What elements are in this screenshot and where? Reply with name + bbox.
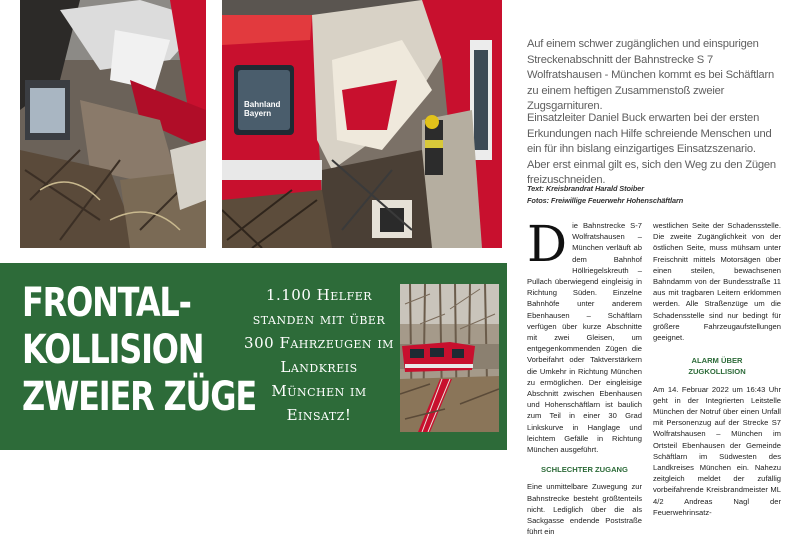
- article-column-2: [653, 220, 781, 518]
- section-heading-alarm-line1: ALARM ÜBER: [691, 356, 743, 366]
- main-headline: [22, 280, 257, 421]
- section-heading-alarm-line2: ZUGKOLLISION: [688, 367, 746, 377]
- logo-line2: Bayern: [244, 109, 272, 118]
- photo-credit: Fotos: Freiwillige Feuerwehr Hohenschäftlarn: [527, 196, 684, 205]
- intro-paragraph-1: Auf einem schwer zugänglichen und einspurigen Streckenabschnitt der Bahnstrecke S 7 Wolfratshausen - München kommt es bei Schäftlarn zu einem heftigen Zusammenstoß zweier Zugsgarnituren.: [527, 38, 775, 113]
- drop-cap: D: [527, 215, 568, 273]
- section-heading-access: SCHLECHTER ZUGANG: [541, 465, 628, 475]
- subheadline: 1.100 Helfer standen mit über 300 Fahrzeugen im Landkreis München im Einsatz!: [244, 286, 394, 424]
- train-wreck-photo-left: [20, 0, 206, 248]
- train-wreck-photo-main: [222, 0, 502, 248]
- text-credit: Text: Kreisbrandrat Harald Stoiber: [527, 184, 645, 193]
- col1-paragraph-1: ie Bahnstrecke S-7 Wolfratshausen – München verläuft ab dem Bahnhof Höllriegelskreuth – Pullach überwiegend eingleisig in Richtung Süden. Einzelne Bahnhöfe unter anderem Ebenhausen – Schäftlarn verfügen über kurze Abschnitte mit zwei Gleisen, um entgegenkommenden Zügen die Vorbeifahrt oder Taktverstärkern die Umkehr in Richtung München zu ermöglichen. Der eingleisige Abschnitt zwischen Ebenhausen und Hohenschäftlarn ist baulich zum Teil in einer 30 Grad Linkskurve in Hanglage und leichtem Gefälle in Richtung München ausgeführt.: [527, 221, 642, 455]
- col2-paragraph-2: Am 14. Februar 2022 um 16:43 Uhr geht in der Integrierten Leitstelle München der Notruf über einen Unfall mit Personenzug auf der Strecke S7 Wolfratshausen – München im Ortsteil Ebenhausen der Gemeinde Schäftlarn im Südwesten des Landkreises München ein. Nahezu zeitgleich meldet der zufällig vorbeifahrende Kreisbrandmeister ML 4/2 Andreas Nagl der Feuerwehrinsatz-: [653, 384, 781, 517]
- intro-paragraph-2: Einsatzleiter Daniel Buck erwarten bei der ersten Erkundungen nach Hilfe schreiende Menschen und ein für ihn bislang einzigartiges Einsatzszenario. Aber erst einmal gilt es, sich den Weg zu den Zügen freizuschneiden.: [527, 112, 776, 187]
- headline-line2: KOLLISION: [22, 327, 204, 373]
- col1-paragraph-2: Eine unmittelbare Zuwegung zur Bahnstrecke besteht größtenteils nicht. Lediglich über die als Sackgasse endende Poststraße führt ein: [527, 482, 642, 537]
- headline-line3: ZWEIER ZÜGE: [22, 374, 257, 420]
- article-column-1: [527, 215, 642, 537]
- bahnland-bayern-logo-text: [244, 100, 280, 118]
- train-forest-photo: [400, 284, 499, 432]
- logo-line1: Bahnland: [244, 100, 281, 109]
- col2-paragraph-1: westlichen Seite der Schadensstelle. Die zweite Zugänglichkeit von der östlichen Seite, muss mühsam unter Freischnitt mittels Motorsägen über einen steilen, bewachsenen Bahndamm von der Bundesstraße 11 aus mit tragbaren Leitern erklommen werden. Alle Straßenzüge um die Schadensstelle sind nur bedingt für größere Fahrzeugaufstellungen geeignet.: [653, 221, 781, 343]
- headline-line1: FRONTAL-: [22, 280, 191, 326]
- section-heading-alarm: [653, 355, 781, 377]
